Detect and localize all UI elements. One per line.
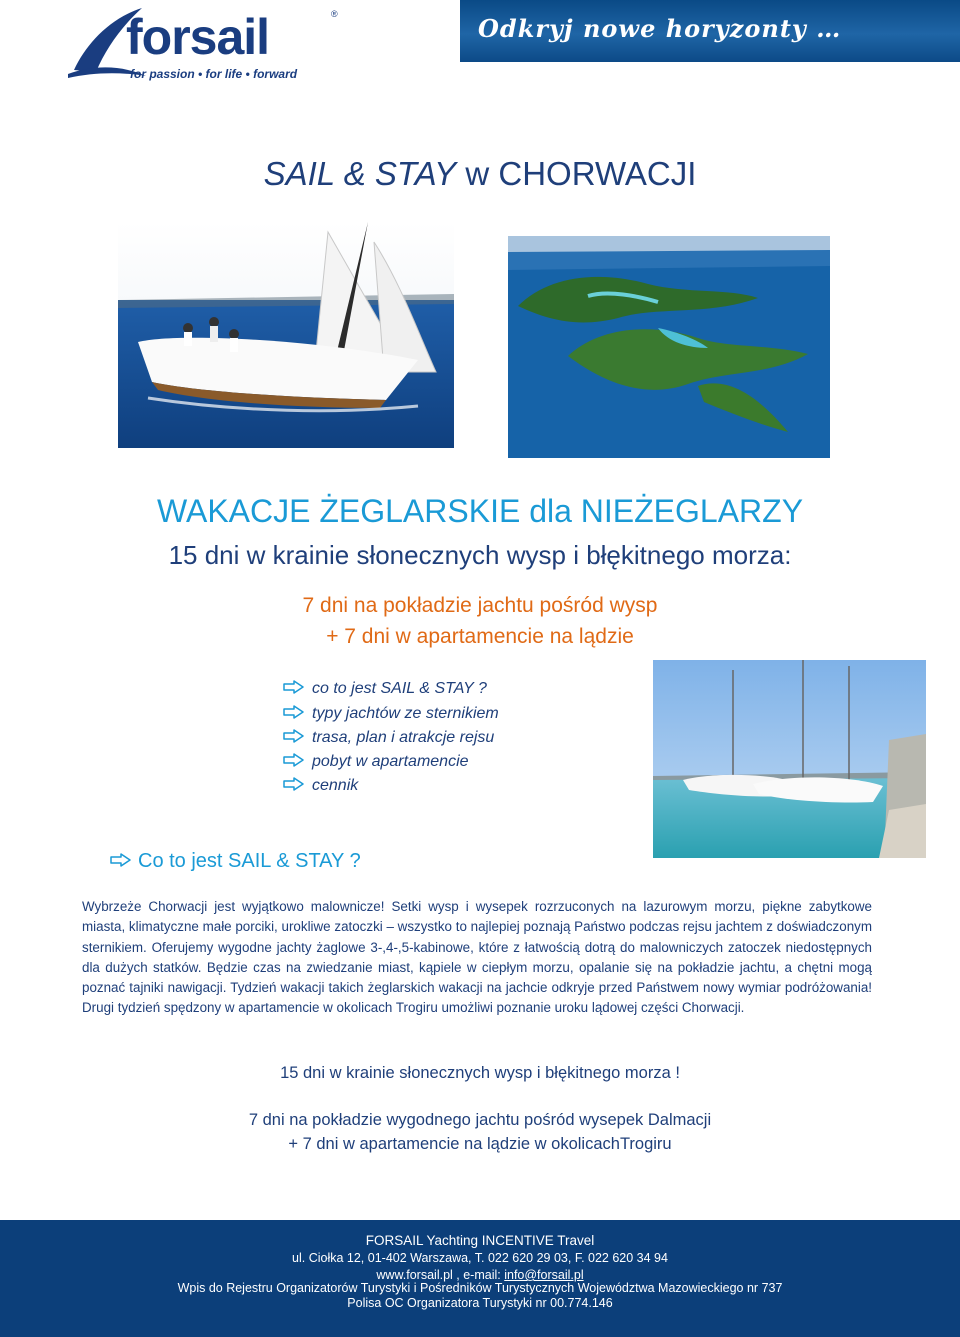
title-sail-stay: SAIL & STAY [263, 155, 457, 192]
highlight-line-yacht: 7 dni na pokładzie jachtu pośród wysp [302, 594, 658, 617]
closing-line-yacht: 7 dni na pokładzie wygodnego jachtu pośród wysepek Dalmacji [248, 1111, 712, 1129]
footer-contact [0, 1268, 960, 1282]
subheadline: 15 dni w krainie słonecznych wysp i błękitnego morza: [168, 540, 792, 570]
menu-item-route[interactable] [283, 729, 494, 747]
menu-item-label: co to jest SAIL & STAY ? [312, 680, 487, 697]
menu-item-apartment[interactable] [283, 753, 469, 771]
menu-item-label: cennik [312, 777, 359, 794]
description-text: Wybrzeże Chorwacji jest wyjątkowo malownicze! Setki wysp i wysepek rozrzuconych na lazurowym morzu, piękne zabytkowe miasta, klimatyczne małe porciki, urokliwe zatoczki – wszystko to najlepiej poznają Państwo podczas rejsu jachtem z doświadczonym sternikiem. Oferujemy wygodne jachty żaglowe 3-,4-,5-kabinowe, które z łatwością dotrą do malowniczych zatoczek niedostępnych dla dużych statków. Będzie czas na zwiedzanie miast, kąpiele w ciepłym morzu, opalanie się na pokładzie jachtu, a chętni mogą poznać tajniki nawigacji. Tydzień wakacji takich żeglarskich wakacji na jachcie odkryje przed Państwem nowy wymiar podróżowania! Drugi tydzień spędzony w apartamencie w okolicach Trogiru umożliwi poznanie uroku lądowej części Chorwacji. [82, 899, 872, 1016]
footer-email-label: , e-mail: [452, 1268, 505, 1282]
closing-line-summary: 15 dni w krainie słonecznych wysp i błękitnego morza ! [280, 1064, 680, 1082]
logo-tagline: for passion • for life • forward [130, 67, 298, 81]
arrow-right-outline-icon [283, 777, 305, 791]
title-country: w CHORWACJI [456, 155, 697, 192]
marina-yachts-photo [653, 660, 926, 858]
footer-company: FORSAIL Yachting INCENTIVE Travel [365, 1233, 595, 1248]
arrow-right-outline-icon [283, 753, 305, 767]
footer-website-link[interactable]: www.forsail.pl [376, 1268, 453, 1282]
islands-aerial-photo [508, 236, 830, 458]
registered-mark: ® [331, 9, 338, 19]
forsail-logo [66, 4, 356, 84]
section-title-what-is [110, 850, 361, 873]
footer [0, 1220, 960, 1337]
header-banner [460, 0, 960, 62]
arrow-right-outline-icon [110, 853, 132, 867]
yacht-sailing-photo [118, 222, 454, 448]
menu-item-label: typy jachtów ze sternikiem [312, 705, 499, 722]
highlight-line-apartment: + 7 dni w apartamencie na lądzie [326, 625, 634, 648]
footer-insurance: Polisa OC Organizatora Turystyki nr 00.774.146 [347, 1296, 613, 1310]
closing-line-apartment: + 7 dni w apartamencie na lądzie w okolicachTrogiru [288, 1135, 672, 1153]
headline: WAKACJE ŻEGLARSKIE dla NIEŻEGLARZY [156, 493, 804, 529]
menu-item-yacht-types[interactable] [283, 705, 499, 723]
menu-item-label: pobyt w apartamencie [312, 753, 469, 770]
page-title [0, 155, 960, 193]
footer-registry: Wpis do Rejestru Organizatorów Turystyki i Pośredników Turystycznych Województwa Mazowieckiego nr 737 [177, 1281, 783, 1295]
arrow-right-outline-icon [283, 680, 305, 694]
logo-wordmark: forsail [126, 9, 270, 65]
footer-email-link[interactable]: info@forsail.pl [504, 1268, 584, 1282]
footer-address: ul. Ciołka 12, 01-402 Warszawa, T. 022 620 29 03, F. 022 620 34 94 [292, 1251, 668, 1265]
arrow-right-outline-icon [283, 705, 305, 719]
header-slogan: Odkryj nowe horyzonty … [478, 14, 842, 43]
description-paragraph [82, 897, 872, 1019]
arrow-right-outline-icon [283, 729, 305, 743]
section-title-label: Co to jest SAIL & STAY ? [138, 850, 361, 872]
menu-item-prices[interactable] [283, 777, 358, 795]
menu-item-what-is[interactable] [283, 680, 487, 698]
menu-item-label: trasa, plan i atrakcje rejsu [312, 729, 495, 746]
